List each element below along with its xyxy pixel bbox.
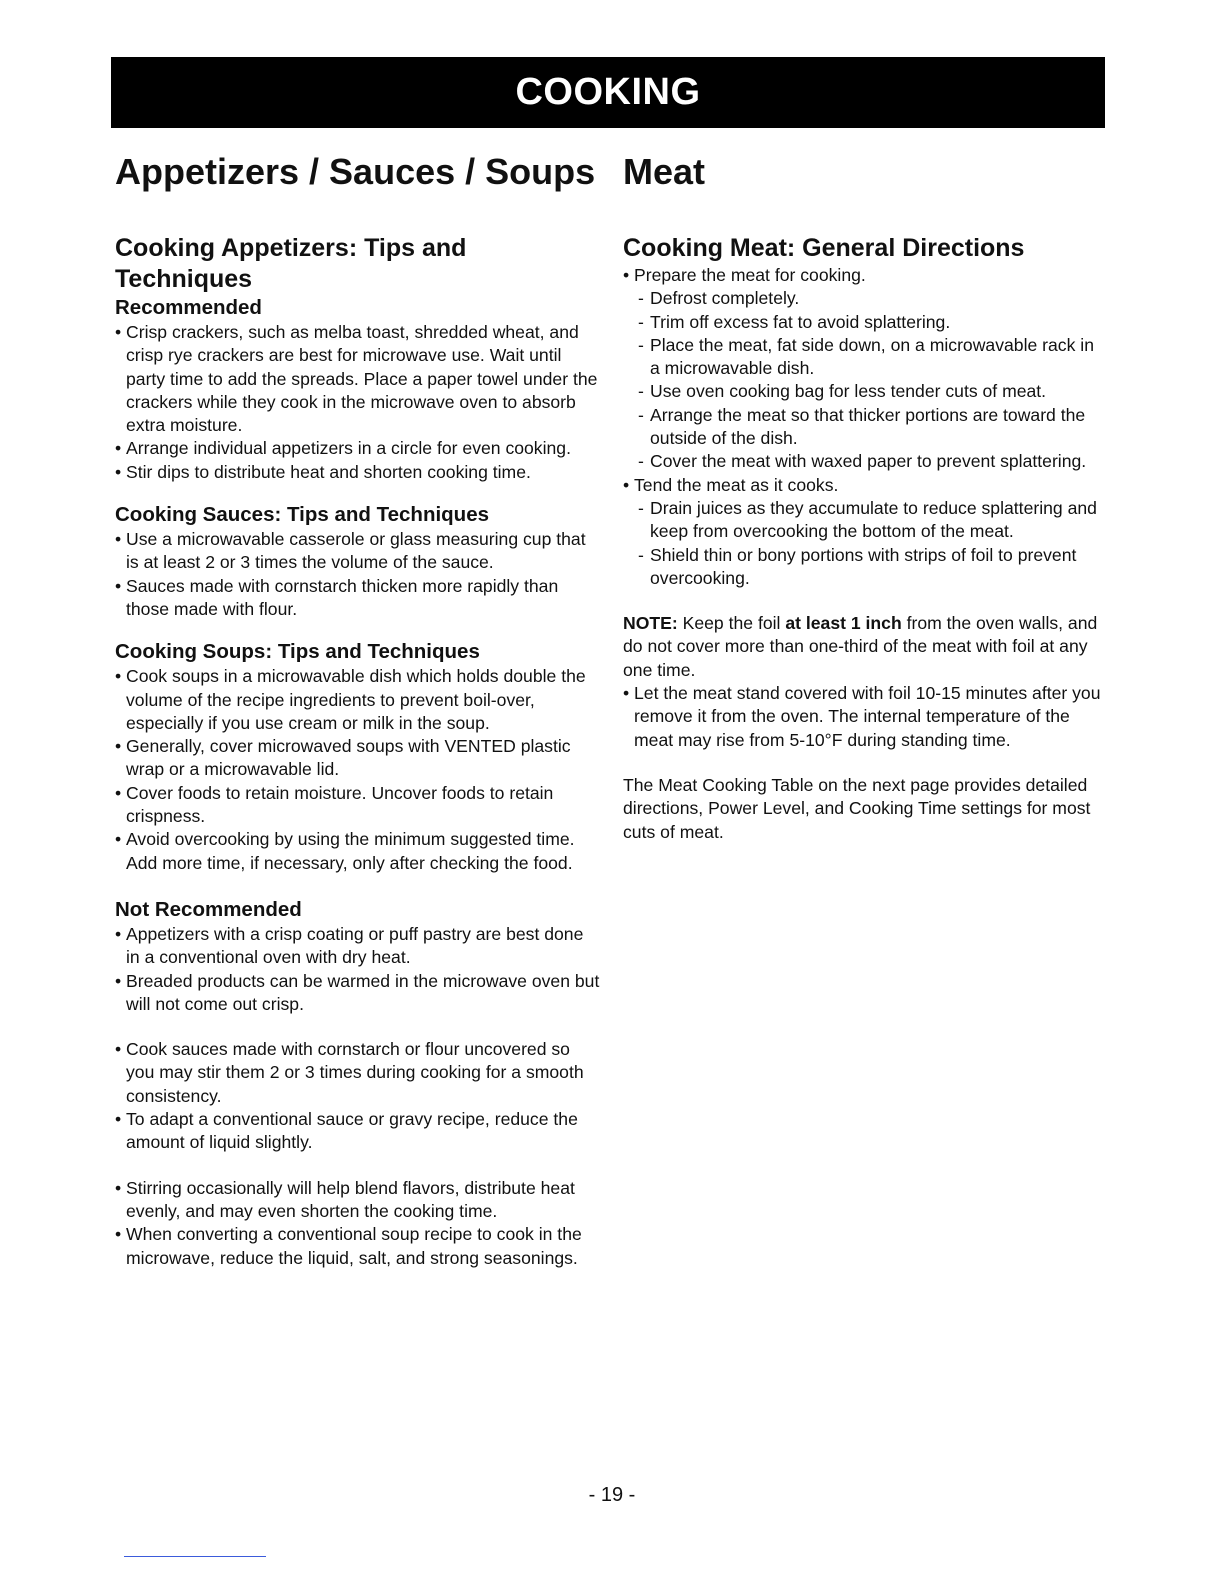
prepare-text: Prepare the meat for cooking. [634, 265, 866, 285]
meat-title: Meat [623, 151, 706, 192]
appetizers-sauces-soups-title: Appetizers / Sauces / Soups [115, 151, 596, 192]
standing-list [623, 682, 1108, 752]
list-item: - Drain juices as they accumulate to reduce splattering and keep from overcooking the bottom of the meat. [638, 497, 1108, 544]
sauce-tips-list [115, 1038, 600, 1154]
list-item: • Breaded products can be warmed in the microwave oven but will not come out crisp. [115, 970, 600, 1017]
list-item: - Defrost completely. [638, 287, 1108, 310]
list-item: - Place the meat, fat side down, on a microwavable rack in a microwavable dish. [638, 334, 1108, 381]
foil-note [623, 612, 1108, 682]
list-item [623, 474, 1108, 590]
footer-rule [124, 1556, 266, 1557]
recommended-list [115, 321, 600, 484]
not-recommended-list [115, 923, 600, 1016]
list-item: • Crisp crackers, such as melba toast, shredded wheat, and crisp rye crackers are best for microwave use. Wait until party time to add the spreads. Place a paper towel under the crackers while they cook in the microwave oven to absorb extra moisture. [115, 321, 600, 437]
list-item: • Arrange individual appetizers in a circle for even cooking. [115, 437, 600, 460]
appetizers-heading: Cooking Appetizers: Tips and Techniques [115, 234, 467, 293]
list-item: - Trim off excess fat to avoid splattering. [638, 311, 1108, 334]
prepare-steps [634, 287, 1108, 473]
right-column [623, 150, 1108, 844]
list-item: - Use oven cooking bag for less tender cuts of meat. [638, 380, 1108, 403]
not-recommended-heading: Not Recommended [115, 897, 302, 921]
list-item: • Use a microwavable casserole or glass measuring cup that is at least 2 or 3 times the volume of the sauce. [115, 528, 600, 575]
recommended-heading: Recommended [115, 296, 262, 319]
note-text: from the oven walls, and do not cover more than one-third of the meat with foil at any one time. [623, 613, 1098, 680]
meat-directions-list [623, 264, 1108, 590]
note-label: NOTE: [623, 613, 678, 634]
list-item: • To adapt a conventional sauce or gravy recipe, reduce the amount of liquid slightly. [115, 1108, 600, 1155]
list-item: • Cook soups in a microwavable dish which holds double the volume of the recipe ingredients to prevent boil-over, especially if you use cream or milk in the soup. [115, 665, 600, 735]
list-item: - Shield thin or bony portions with strips of foil to prevent overcooking. [638, 544, 1108, 591]
list-item: • Sauces made with cornstarch thicken more rapidly than those made with flour. [115, 575, 600, 622]
tend-steps [634, 497, 1108, 590]
list-item: • Appetizers with a crisp coating or puff pastry are best done in a conventional oven with dry heat. [115, 923, 600, 970]
sauces-heading: Cooking Sauces: Tips and Techniques [115, 503, 490, 527]
sauces-list [115, 528, 600, 621]
note-text: Keep the foil [677, 613, 786, 634]
list-item [623, 264, 1108, 474]
list-item: - Cover the meat with waxed paper to prevent splattering. [638, 450, 1108, 473]
section-banner: COOKING [111, 57, 1105, 128]
soups-list [115, 665, 600, 875]
soups-heading: Cooking Soups: Tips and Techniques [115, 640, 480, 664]
soup-tips-list [115, 1177, 600, 1270]
list-item: - Arrange the meat so that thicker portions are toward the outside of the dish. [638, 404, 1108, 451]
list-item: • Stir dips to distribute heat and shorten cooking time. [115, 461, 600, 484]
list-item: • Generally, cover microwaved soups with VENTED plastic wrap or a microwavable lid. [115, 735, 600, 782]
list-item: • When converting a conventional soup recipe to cook in the microwave, reduce the liquid, salt, and strong seasonings. [115, 1223, 600, 1270]
page-number: - 19 - [588, 1484, 636, 1506]
left-column [115, 150, 600, 1270]
list-item: • Stirring occasionally will help blend flavors, distribute heat evenly, and may even shorten the cooking time. [115, 1177, 600, 1224]
meat-directions-heading: Cooking Meat: General Directions [623, 234, 1025, 262]
meat-table-reference: The Meat Cooking Table on the next page provides detailed directions, Power Level, and Cooking Time settings for most cuts of meat. [623, 774, 1091, 842]
list-item: • Cover foods to retain moisture. Uncover foods to retain crispness. [115, 782, 600, 829]
list-item: • Avoid overcooking by using the minimum suggested time. Add more time, if necessary, only after checking the food. [115, 828, 600, 875]
note-emphasis: at least 1 inch [785, 613, 902, 634]
list-item: • Cook sauces made with cornstarch or flour uncovered so you may stir them 2 or 3 times during cooking for a smooth consistency. [115, 1038, 600, 1108]
list-item: • Let the meat stand covered with foil 10-15 minutes after you remove it from the oven. The internal temperature of the meat may rise from 5-10°F during standing time. [623, 682, 1108, 752]
tend-text: Tend the meat as it cooks. [634, 474, 839, 495]
